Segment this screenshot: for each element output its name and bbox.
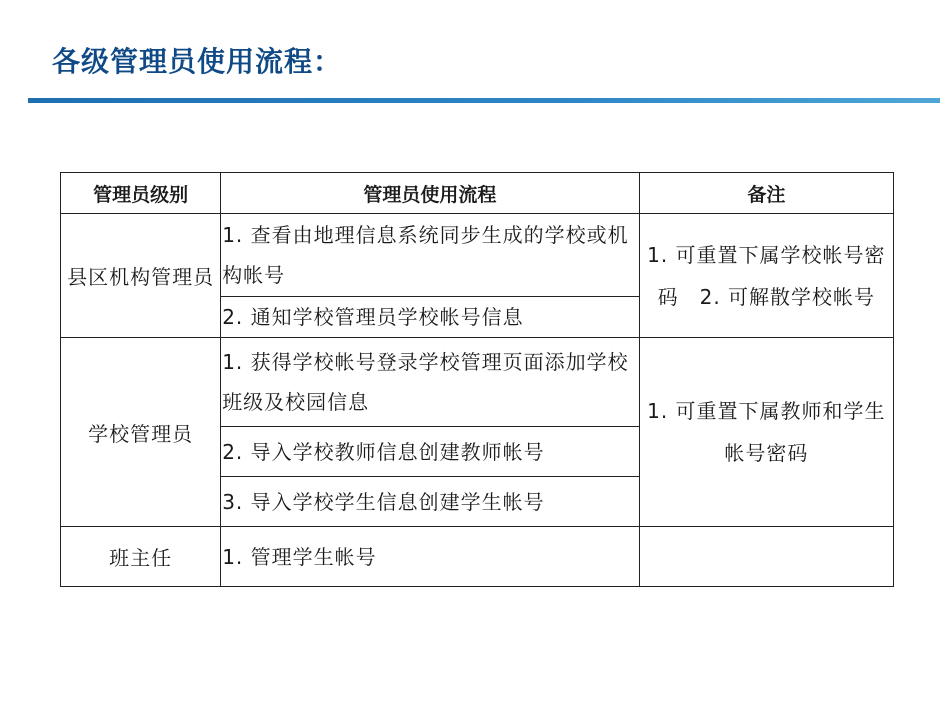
step-cell: 1. 查看由地理信息系统同步生成的学校或机构帐号 — [221, 214, 640, 297]
level-cell: 学校管理员 — [61, 338, 221, 527]
step-cell: 3. 导入学校学生信息创建学生帐号 — [221, 477, 640, 527]
table-row — [61, 527, 894, 587]
header-note: 备注 — [639, 173, 893, 214]
header-level: 管理员级别 — [61, 173, 221, 214]
step-cell: 2. 通知学校管理员学校帐号信息 — [221, 297, 640, 338]
admin-flow-table — [60, 172, 894, 587]
title-underline — [28, 98, 940, 103]
slide-title: 各级管理员使用流程： — [52, 45, 343, 78]
note-cell: 1. 可重置下属教师和学生帐号密码 — [639, 338, 893, 527]
step-cell: 2. 导入学校教师信息创建教师帐号 — [221, 427, 640, 477]
step-cell: 1. 获得学校帐号登录学校管理页面添加学校班级及校园信息 — [221, 338, 640, 427]
level-cell: 县区机构管理员 — [61, 214, 221, 338]
step-cell: 1. 管理学生帐号 — [221, 527, 640, 587]
table-row — [61, 338, 894, 427]
note-cell: 1. 可重置下属学校帐号密码 2. 可解散学校帐号 — [639, 214, 893, 338]
header-flow: 管理员使用流程 — [221, 173, 640, 214]
table-row — [61, 214, 894, 297]
note-cell — [639, 527, 893, 587]
level-cell: 班主任 — [61, 527, 221, 587]
table-header-row — [61, 173, 894, 214]
